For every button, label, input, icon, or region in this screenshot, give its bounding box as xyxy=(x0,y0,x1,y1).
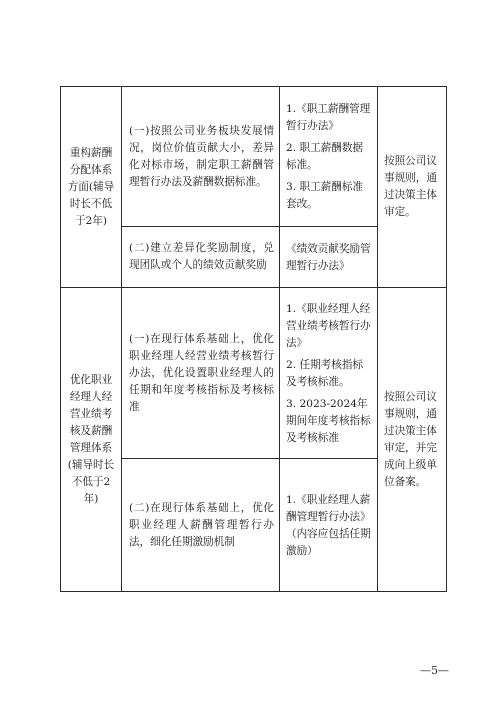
area-cell: 重构薪酬分配体系方面(辅导时长不低于2年) xyxy=(61,87,122,288)
measure-cell: (一)按照公司业务板块发展情况，岗位价值贡献大小，差异化对标市场，制定职工薪酬管理暂行办法及薪酬数据标准。 xyxy=(122,87,280,227)
output-item: 2. 任期考核指标及考核标准。 xyxy=(286,358,364,388)
output-item: 1.《职工薪酬管理暂行办法》 xyxy=(286,103,371,132)
output-item: 3. 职工薪酬标准套改。 xyxy=(286,181,364,210)
measure-cell: (一)在现行体系基础上，优化职业经理人经营业绩考核暂行办法，优化设置职业经理人的任期和年度考核指标及考核标准 xyxy=(122,288,280,459)
measure-cell: (二)建立差异化奖励制度，兑现团队或个人的绩效贡献奖励 xyxy=(122,227,280,288)
output-item: 1.《职业经理人经营业绩考核暂行办法》 xyxy=(286,302,371,349)
remark-cell: 按照公司议事规则，通过决策主体审定。 xyxy=(378,87,447,288)
output-cell xyxy=(280,288,378,459)
remark-cell: 按照公司议事规则，通过决策主体审定，并完成向上级单位备案。 xyxy=(378,288,447,592)
output-item: 1.《职业经理人薪酬管理暂行办法》（内容应包括任期激励） xyxy=(286,493,371,557)
output-item: 《绩效贡献奖励管理暂行办法》 xyxy=(286,242,371,272)
output-item: 3. 2023-2024年期间年度考核指标及考核标准 xyxy=(286,397,371,444)
page-number: —5— xyxy=(420,664,449,677)
table-row xyxy=(61,87,447,227)
table-row xyxy=(61,288,447,459)
area-cell: 优化职业经理人经营业绩考核及薪酬管理体系(辅导时长不低于2年) xyxy=(61,288,122,592)
output-cell xyxy=(280,87,378,227)
output-cell xyxy=(280,227,378,288)
measure-cell: (二)在现行体系基础上，优化职业经理人薪酬管理暂行办法，细化任期激励机制 xyxy=(122,459,280,592)
work-plan-table xyxy=(60,86,447,592)
output-item: 2. 职工薪酬数据标准。 xyxy=(286,142,364,171)
output-cell xyxy=(280,459,378,592)
